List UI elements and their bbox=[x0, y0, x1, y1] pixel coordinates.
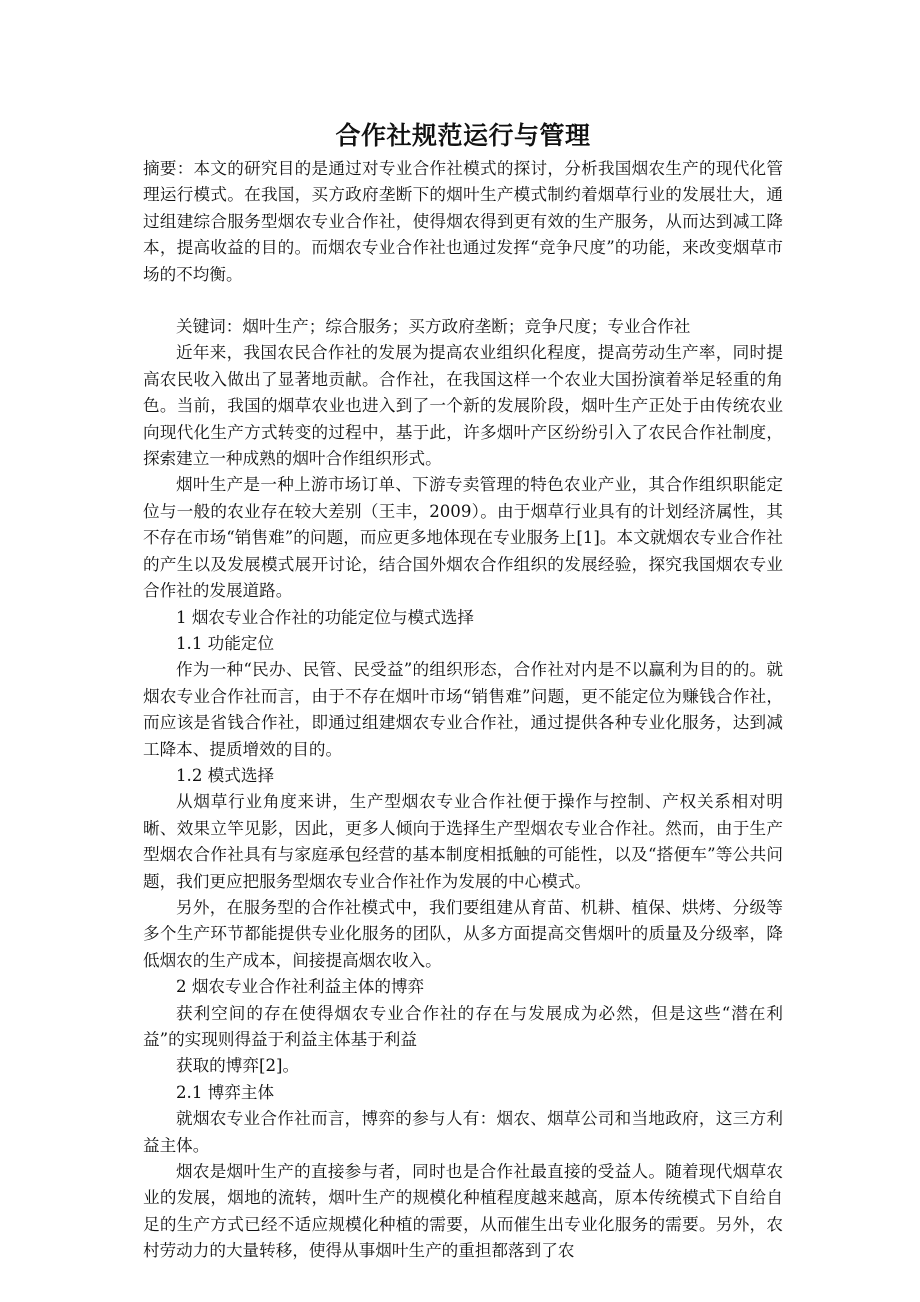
body-paragraph: 作为一种“民办、民管、民受益”的组织形态，合作社对内是不以赢利为目的的。就烟农专业合作社而言，由于不存在烟叶市场“销售难”问题，更不能定位为赚钱合作社，而应该是省钱合作社，即通过组建烟农专业合作社，通过提供各种专业化服务，达到减工降本、提质增效的目的。 bbox=[143, 660, 783, 759]
section-heading: 1 烟农专业合作社的功能定位与模式选择 bbox=[176, 607, 474, 627]
abstract-paragraph: 摘要：本文的研究目的是通过对专业合作社模式的探讨，分析我国烟农生产的现代化管理运行模式。在我国，买方政府垄断下的烟叶生产模式制约着烟草行业的发展壮大，通过组建综合服务型烟农专业合作社，使得烟农得到更有效的生产服务，从而达到减工降本，提高收益的目的。而烟农专业合作社也通过发挥“竞争尺度”的功能，来改变烟草市场的不均衡。 bbox=[143, 159, 783, 284]
section-heading: 2 烟农专业合作社利益主体的博弈 bbox=[176, 977, 425, 997]
body-paragraph: 从烟草行业角度来讲，生产型烟农专业合作社便于操作与控制、产权关系相对明晰、效果立竿见影，因此，更多人倾向于选择生产型烟农专业合作社。然而，由于生产型烟农合作社具有与家庭承包经营的基本制度相抵触的可能性，以及“搭便车”等公共问题，我们更应把服务型烟农专业合作社作为发展的中心模式。 bbox=[143, 792, 783, 891]
keywords-line: 关键词：烟叶生产；综合服务；买方政府垄断；竞争尺度；专业合作社 bbox=[176, 317, 691, 337]
body-paragraph: 烟叶生产是一种上游市场订单、下游专卖管理的特色农业产业，其合作组织职能定位与一般的农业存在较大差别（王丰，2009）。由于烟草行业具有的计划经济属性，其不存在市场“销售难”的问题，而应更多地体现在专业服务上[1]。本文就烟农专业合作社的产生以及发展模式展开讨论，结合国外烟农合作组织的发展经验，探究我国烟农专业合作社的发展道路。 bbox=[143, 475, 783, 601]
subsection-heading: 1.1 功能定位 bbox=[176, 633, 275, 653]
body-paragraph: 另外，在服务型的合作社模式中，我们要组建从育苗、机耕、植保、烘烤、分级等多个生产环节都能提供专业化服务的团队，从多方面提高交售烟叶的质量及分级率，降低烟农的生产成本，间接提高烟农收入。 bbox=[143, 897, 783, 970]
subsection-heading: 1.2 模式选择 bbox=[176, 765, 275, 785]
subsection-heading: 2.1 博弈主体 bbox=[176, 1082, 275, 1102]
blank-line bbox=[143, 288, 783, 314]
document-title: 合作社规范运行与管理 bbox=[335, 121, 591, 150]
document-body bbox=[143, 118, 783, 1265]
body-paragraph: 近年来，我国农民合作社的发展为提高农业组织化程度，提高劳动生产率，同时提高农民收入做出了显著地贡献。合作社，在我国这样一个农业大国扮演着举足轻重的角色。当前，我国的烟草农业也进入到了一个新的发展阶段，烟叶生产正处于由传统农业向现代化生产方式转变的过程中，基于此，许多烟叶产区纷纷引入了农民合作社制度，探索建立一种成熟的烟叶合作组织形式。 bbox=[143, 343, 783, 469]
body-paragraph: 就烟农专业合作社而言，博弈的参与人有：烟农、烟草公司和当地政府，这三方利益主体。 bbox=[143, 1109, 783, 1155]
body-paragraph: 获取的博弈[2]。 bbox=[176, 1056, 300, 1076]
body-paragraph: 获利空间的存在使得烟农专业合作社的存在与发展成为必然，但是这些“潜在利益”的实现则得益于利益主体基于利益 bbox=[143, 1003, 783, 1049]
body-paragraph: 烟农是烟叶生产的直接参与者，同时也是合作社最直接的受益人。随着现代烟草农业的发展，烟地的流转，烟叶生产的规模化种植程度越来越高，原本传统模式下自给自足的生产方式已经不适应规模化种植的需要，从而催生出专业化服务的需要。另外，农村劳动力的大量转移，使得从事烟叶生产的重担都落到了农 bbox=[143, 1162, 783, 1261]
